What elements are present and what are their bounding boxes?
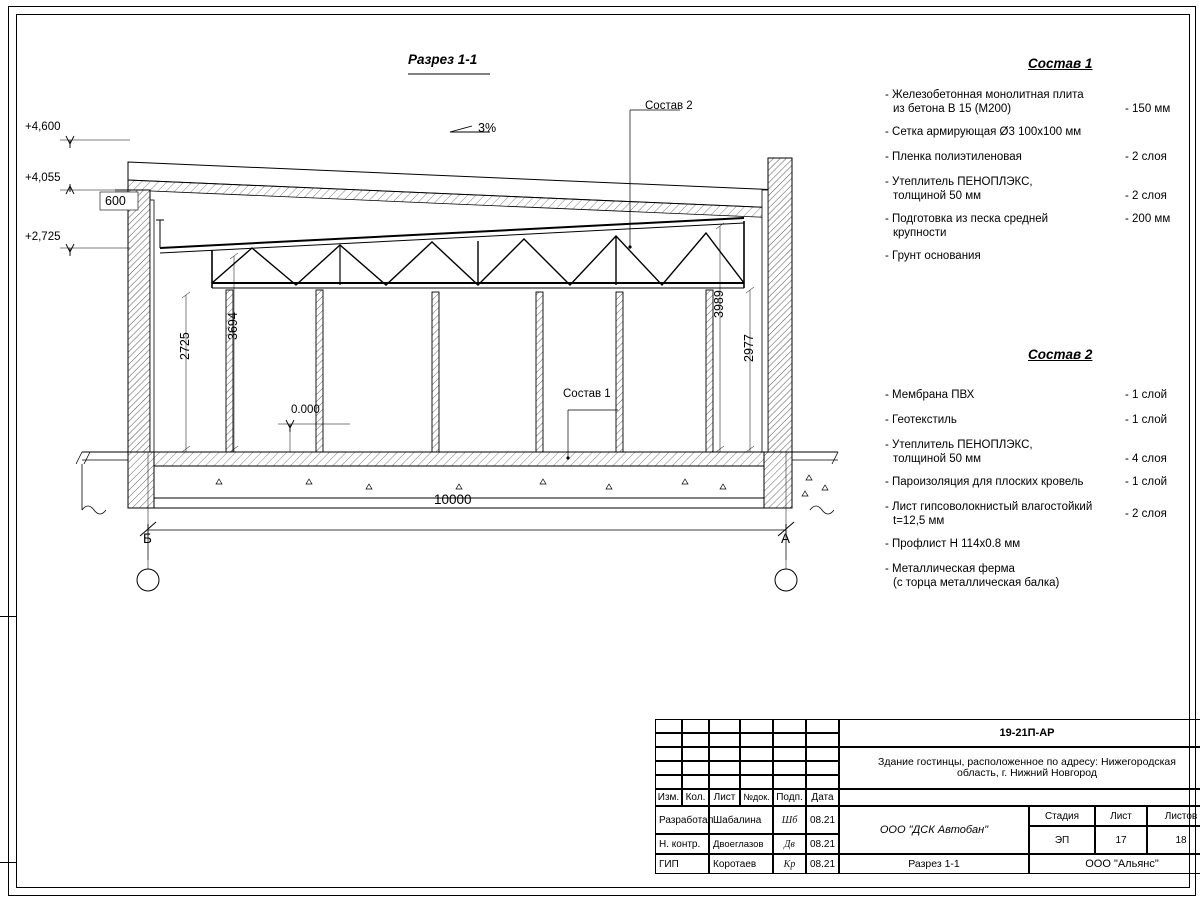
spec-item-line1: - Пленка полиэтиленовая [885, 151, 1022, 163]
rev-cell [709, 775, 740, 789]
spec-item-line1: - Железобетонная монолитная плита [885, 89, 1084, 101]
spec-item-line2: крупности [893, 227, 947, 239]
rev-cell [709, 719, 740, 733]
list-label: Лист [1095, 806, 1147, 826]
rev-cell [655, 775, 682, 789]
org-builder: ООО "Альянс" [1029, 854, 1200, 874]
role-gip: ГИП [655, 854, 709, 874]
spec-item-line1: - Мембрана ПВХ [885, 389, 975, 401]
spec-item [885, 249, 1185, 265]
spec-item-qty: - 2 слоя [1125, 151, 1167, 163]
col-header-podp: Подп. [773, 789, 806, 806]
rev-cell [806, 733, 839, 747]
date-ncontrol: 08.21 [806, 834, 839, 854]
spec-item-qty: - 4 слоя [1125, 453, 1167, 465]
rev-cell [806, 747, 839, 761]
rev-cell [740, 761, 773, 775]
spec-item [885, 88, 1185, 116]
rev-cell [740, 747, 773, 761]
spec-item-line1: - Профлист Н 114х0.8 мм [885, 538, 1021, 550]
col-header-data: Дата [806, 789, 839, 806]
elevation-mark-0: 0.000 [291, 404, 320, 416]
height-2725: 2725 [178, 332, 192, 360]
spec-item-line1: - Утеплитель ПЕНОПЛЭКС, [885, 439, 1033, 451]
rev-cell [740, 719, 773, 733]
sheet-name: Разрез 1-1 [839, 854, 1029, 874]
callout-sostav1: Состав 1 [563, 388, 611, 400]
spec-item [885, 413, 1185, 429]
spec-item-line2: толщиной 50 мм [893, 190, 982, 202]
height-3694: 3694 [226, 312, 240, 340]
stage-label: Стадия [1029, 806, 1095, 826]
lists-value: 18 [1147, 826, 1200, 854]
doc-code: 19-21П-АР [839, 719, 1200, 747]
spec-item [885, 475, 1185, 491]
sostav2-title: Состав 2 [1028, 347, 1093, 362]
spec-item-line1: - Геотекстиль [885, 414, 957, 426]
elevation-mark-2: +4,055 [25, 172, 61, 184]
callout-sostav2: Состав 2 [645, 100, 693, 112]
name-ncontrol: Двоеглазов [709, 834, 773, 854]
spec-item-qty: - 1 слой [1125, 389, 1168, 401]
spec-item-line2: толщиной 50 мм [893, 453, 982, 465]
signature-gip: Кр [773, 854, 806, 874]
object-name-line2: область, г. Нижний Новгород [956, 767, 1098, 779]
spec-item-qty: - 2 слоя [1125, 508, 1167, 520]
spec-item [885, 562, 1185, 590]
sostav2-list [885, 388, 1185, 599]
lists-label: Листов [1147, 806, 1200, 826]
spec-item [885, 537, 1185, 553]
date-developer: 08.21 [806, 806, 839, 834]
object-name-line1: Здание гостинцы, расположенное по адресу: Нижегородская [878, 756, 1176, 768]
rev-cell [682, 719, 709, 733]
col-header-list: Лист [709, 789, 740, 806]
role-developer: Разработал [655, 806, 709, 834]
spec-item-line2: из бетона В 15 (М200) [893, 103, 1012, 115]
spec-item-line1: - Подготовка из песка средней [885, 213, 1049, 225]
sostav1-list [885, 88, 1185, 274]
spec-item [885, 150, 1185, 166]
rev-cell [709, 747, 740, 761]
elevation-mark-1: +4,600 [25, 121, 61, 133]
org-designer: ООО "ДСК Автобан" [839, 806, 1029, 854]
spec-item [885, 438, 1185, 466]
object-name [839, 747, 1200, 789]
spec-item-line1: - Лист гипсоволокнистый влагостойкий [885, 501, 1093, 513]
spec-item [885, 212, 1185, 240]
rev-cell [709, 733, 740, 747]
rev-cell [709, 761, 740, 775]
axis-bubble-b: Б [143, 531, 152, 546]
col-header-ndok: №док. [740, 789, 773, 806]
title-block [655, 719, 1200, 889]
rev-cell [773, 733, 806, 747]
spec-item-line1: - Утеплитель ПЕНОПЛЭКС, [885, 176, 1033, 188]
rev-cell [655, 719, 682, 733]
rev-cell [655, 761, 682, 775]
spec-item-qty: - 200 мм [1125, 213, 1171, 225]
signature-developer: Шб [773, 806, 806, 834]
signature-ncontrol: Дв [773, 834, 806, 854]
rev-cell [740, 775, 773, 789]
rev-cell [682, 747, 709, 761]
role-ncontrol: Н. контр. [655, 834, 709, 854]
spec-item-qty: - 2 слоя [1125, 190, 1167, 202]
section-title: Разрез 1-1 [408, 52, 478, 67]
spec-item [885, 175, 1185, 203]
height-3989: 3989 [712, 290, 726, 318]
rev-cell [682, 761, 709, 775]
height-2977: 2977 [742, 334, 756, 362]
name-gip: Коротаев [709, 854, 773, 874]
col-header-izm: Изм. [655, 789, 682, 806]
spec-item [885, 500, 1185, 528]
name-developer: Шабалина [709, 806, 773, 834]
rev-cell [773, 747, 806, 761]
rev-cell [682, 775, 709, 789]
spec-item-qty: - 150 мм [1125, 103, 1171, 115]
spec-item-line2: t=12,5 мм [893, 515, 945, 527]
list-value: 17 [1095, 826, 1147, 854]
col-header-kol: Кол. [682, 789, 709, 806]
fold-mark [0, 862, 16, 863]
rev-cell [655, 733, 682, 747]
rev-cell [655, 747, 682, 761]
spec-item-qty: - 1 слой [1125, 414, 1168, 426]
rev-cell [806, 775, 839, 789]
spec-item-line1: - Пароизоляция для плоских кровель [885, 476, 1084, 488]
rev-cell [773, 775, 806, 789]
stage-value: ЭП [1029, 826, 1095, 854]
rev-cell [806, 761, 839, 775]
fold-mark [0, 616, 16, 617]
elevation-mark-3: +2,725 [25, 231, 61, 243]
date-gip: 08.21 [806, 854, 839, 874]
dim-overall: 10000 [434, 492, 472, 507]
spec-item-line1: - Металлическая ферма [885, 563, 1015, 575]
rev-cell [773, 719, 806, 733]
spec-item-line1: - Грунт основания [885, 250, 981, 262]
spec-item-line2: (с торца металлическая балка) [893, 577, 1060, 589]
spec-item-line1: - Сетка армирующая Ø3 100х100 мм [885, 126, 1082, 138]
slope-label: 3% [478, 121, 497, 135]
spec-item-qty: - 1 слой [1125, 476, 1168, 488]
rev-cell [806, 719, 839, 733]
spec-item [885, 125, 1185, 141]
rev-cell [773, 761, 806, 775]
rev-cell [682, 733, 709, 747]
title-block-spacer [839, 789, 1200, 806]
axis-bubble-a: А [781, 531, 791, 546]
sostav1-title: Состав 1 [1028, 56, 1093, 71]
rev-cell [740, 733, 773, 747]
spec-item [885, 388, 1185, 404]
dim-600: 600 [105, 194, 126, 208]
